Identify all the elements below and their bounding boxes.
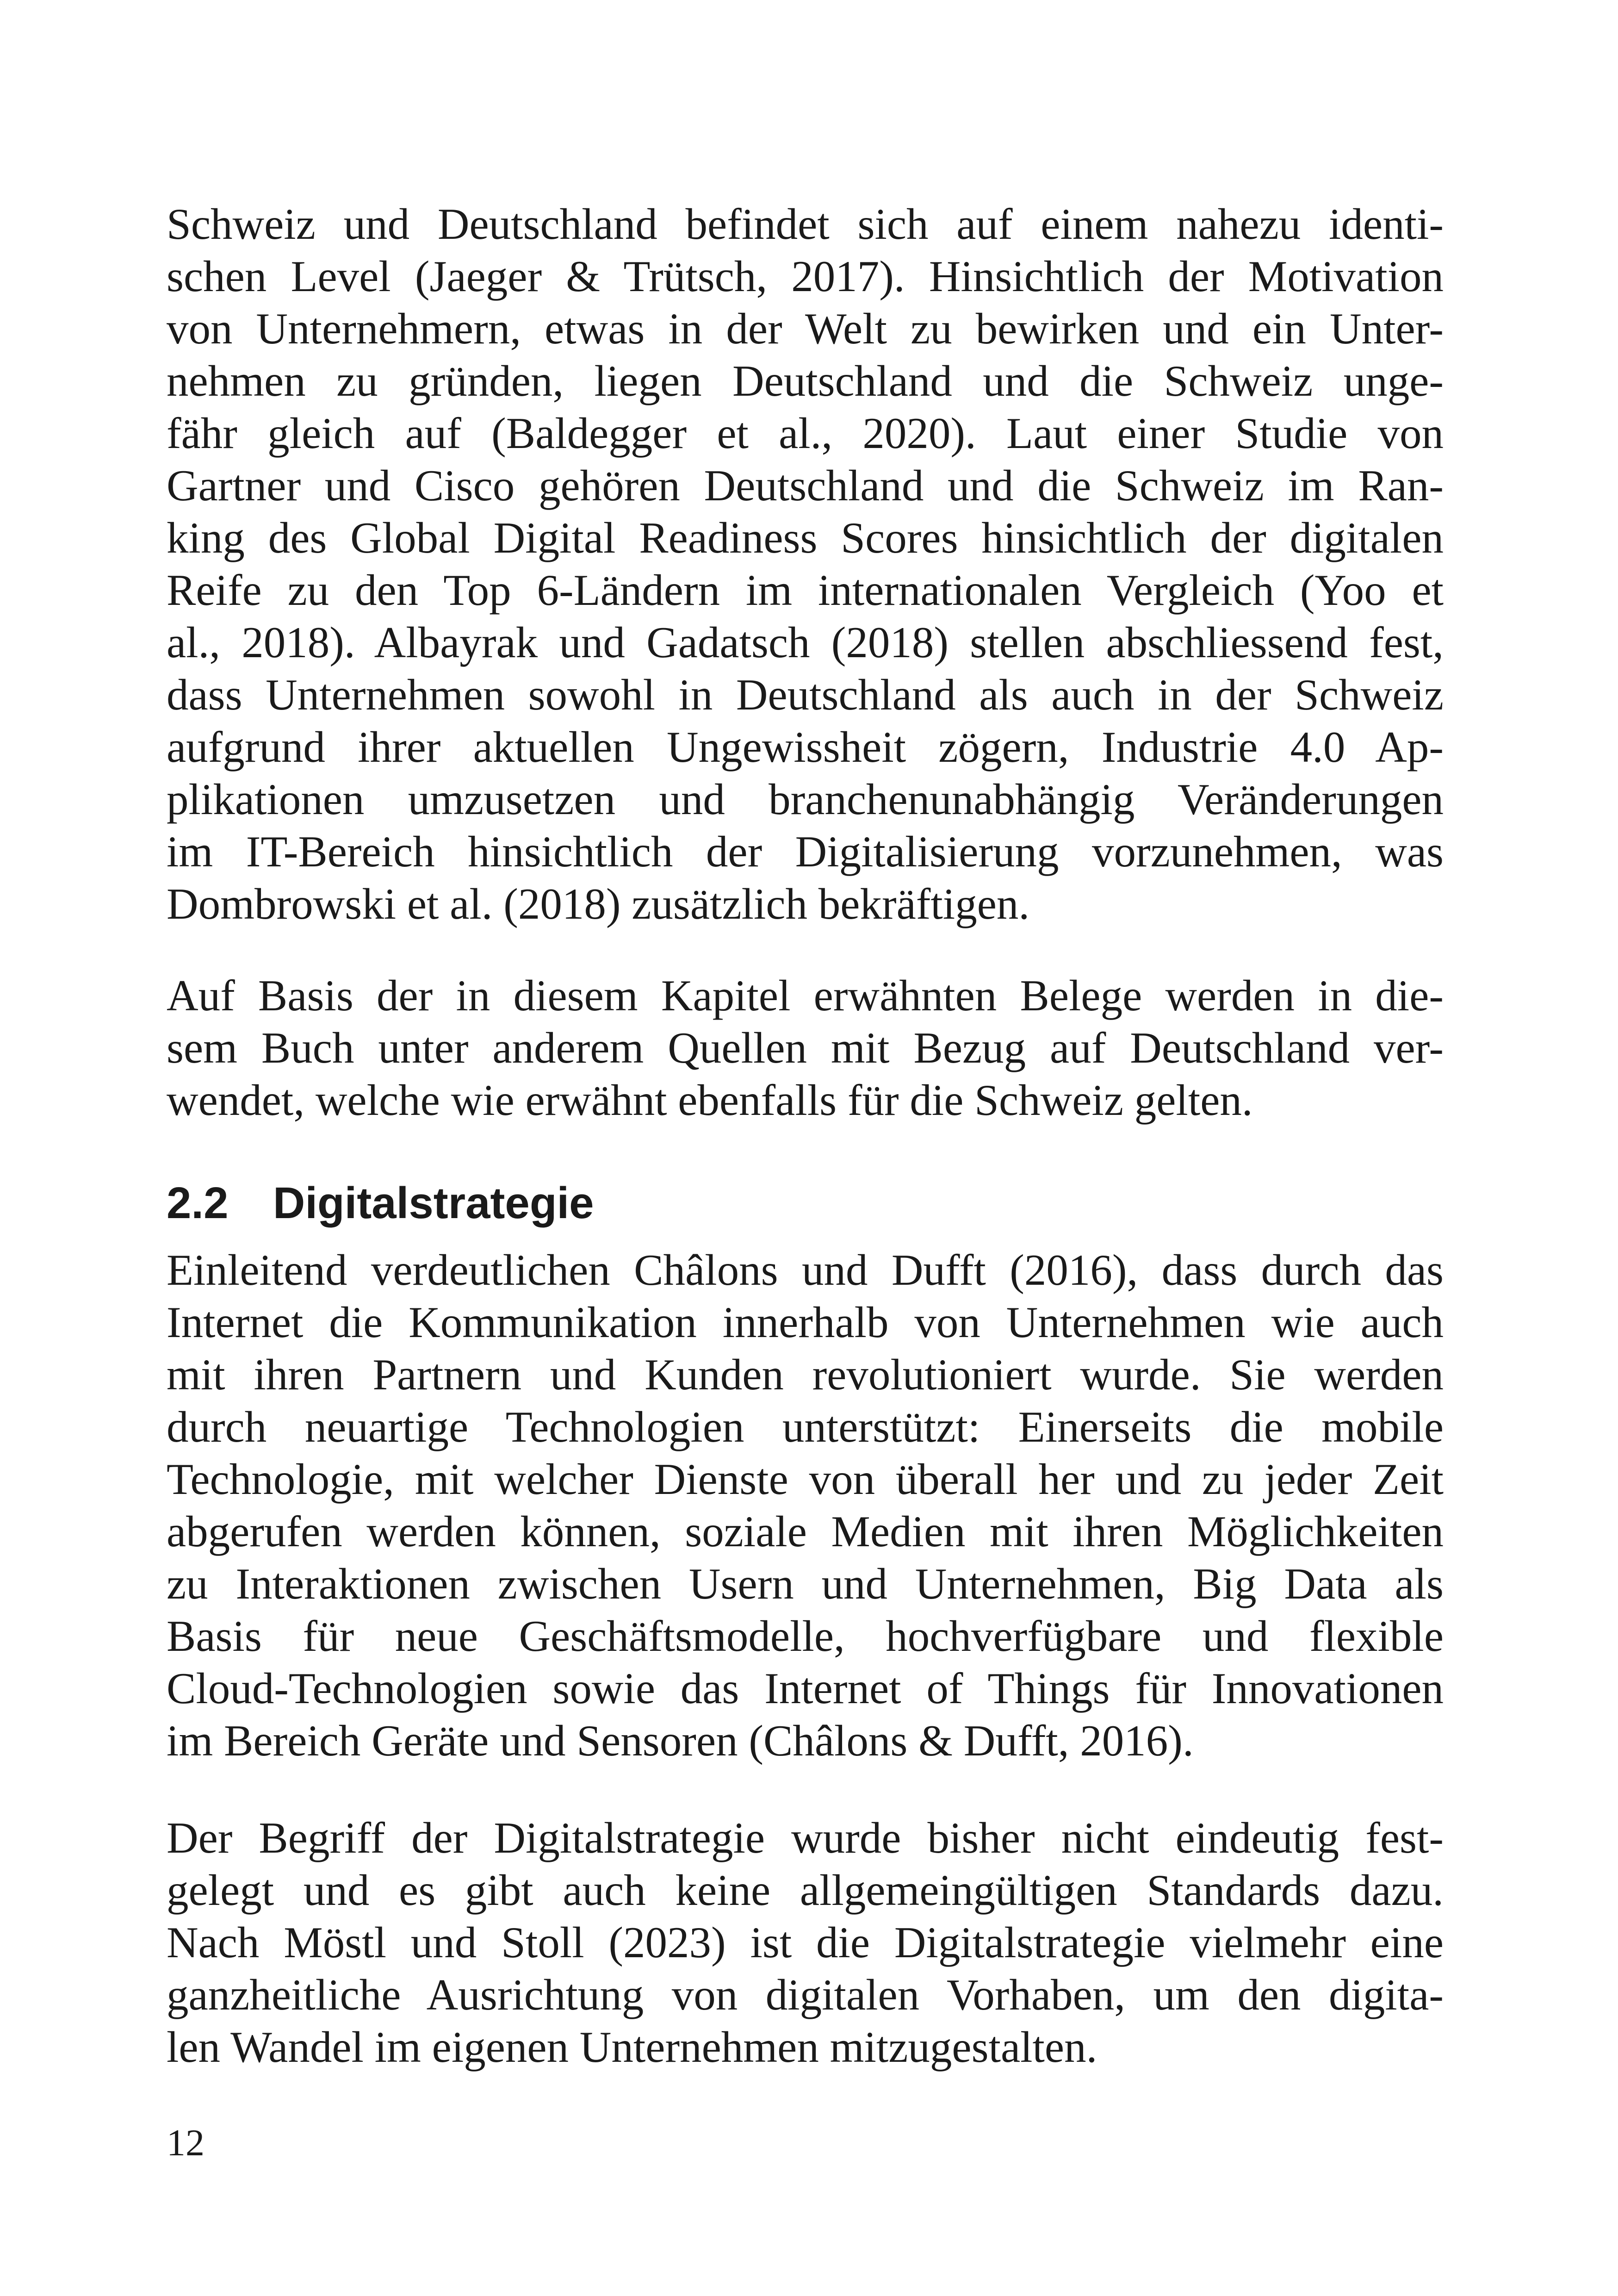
text-line: wendet, welche wie erwähnt ebenfalls für die Schweiz gelten.: [167, 1076, 1253, 1125]
text-line: Technologie, mit welcher Dienste von überall her und zu jeder Zeit: [167, 1455, 1444, 1504]
text-line: Basis für neue Geschäftsmodelle, hochverfügbare und flexible: [167, 1612, 1444, 1661]
page-number: 12: [167, 2122, 205, 2164]
text-line: Internet die Kommunikation innerhalb von Unternehmen wie auch: [167, 1298, 1444, 1347]
section-number: 2.2: [167, 1178, 229, 1228]
section-heading: [167, 1176, 594, 1231]
text-line: mit ihren Partnern und Kunden revolutioniert wurde. Sie werden: [167, 1350, 1444, 1399]
section-title: Digitalstrategie: [273, 1178, 594, 1228]
text-line: ganzheitliche Ausrichtung von digitalen Vorhaben, um den digita-: [167, 1970, 1444, 2019]
text-line: nehmen zu gründen, liegen Deutschland und die Schweiz unge-: [167, 356, 1444, 405]
text-line: len Wandel im eigenen Unternehmen mitzugestalten.: [167, 2022, 1097, 2072]
text-line: zu Interaktionen zwischen Usern und Unternehmen, Big Data als: [167, 1559, 1444, 1608]
body-paragraph-3: [167, 1244, 1444, 1767]
text-line: abgerufen werden können, soziale Medien mit ihren Möglichkeiten: [167, 1507, 1444, 1556]
text-line: Nach Möstl und Stoll (2023) ist die Digitalstrategie vielmehr eine: [167, 1918, 1444, 1967]
text-line: sem Buch unter anderem Quellen mit Bezug auf Deutschland ver-: [167, 1023, 1444, 1072]
text-line: Gartner und Cisco gehören Deutschland und die Schweiz im Ran-: [167, 461, 1444, 510]
text-line: Schweiz und Deutschland befindet sich auf einem nahezu identi-: [167, 199, 1444, 249]
text-line: Auf Basis der in diesem Kapitel erwähnten Belege werden in die-: [167, 971, 1444, 1020]
text-line: Der Begriff der Digitalstrategie wurde bisher nicht eindeutig fest-: [167, 1813, 1444, 1862]
text-line: Cloud-Technologien sowie das Internet of Things für Innovationen: [167, 1664, 1444, 1713]
text-line: schen Level (Jaeger & Trütsch, 2017). Hinsichtlich der Motivation: [167, 252, 1444, 301]
text-line: von Unternehmern, etwas in der Welt zu bewirken und ein Unter-: [167, 304, 1444, 353]
text-line: dass Unternehmen sowohl in Deutschland als auch in der Schweiz: [167, 670, 1444, 719]
text-line: Einleitend verdeutlichen Châlons und Dufft (2016), dass durch das: [167, 1245, 1444, 1294]
text-line: Reife zu den Top 6-Ländern im internationalen Vergleich (Yoo et: [167, 566, 1444, 615]
text-line: plikationen umzusetzen und branchenunabhängig Veränderungen: [167, 775, 1444, 824]
body-paragraph-2: [167, 970, 1444, 1126]
body-paragraph-1: [167, 198, 1444, 930]
text-line: Dombrowski et al. (2018) zusätzlich bekräftigen.: [167, 879, 1030, 928]
text-line: im Bereich Geräte und Sensoren (Châlons & Dufft, 2016).: [167, 1716, 1194, 1765]
text-line: fähr gleich auf (Baldegger et al., 2020). Laut einer Studie von: [167, 409, 1444, 458]
text-line: durch neuartige Technologien unterstützt: Einerseits die mobile: [167, 1402, 1444, 1451]
text-line: gelegt und es gibt auch keine allgemeingültigen Standards dazu.: [167, 1866, 1444, 1915]
text-line: king des Global Digital Readiness Scores hinsichtlich der digitalen: [167, 513, 1444, 562]
text-line: al., 2018). Albayrak und Gadatsch (2018) stellen abschliessend fest,: [167, 618, 1444, 667]
body-paragraph-4: [167, 1812, 1444, 2073]
text-line: im IT-Bereich hinsichtlich der Digitalisierung vorzunehmen, was: [167, 827, 1444, 876]
text-line: aufgrund ihrer aktuellen Ungewissheit zögern, Industrie 4.0 Ap-: [167, 722, 1444, 772]
